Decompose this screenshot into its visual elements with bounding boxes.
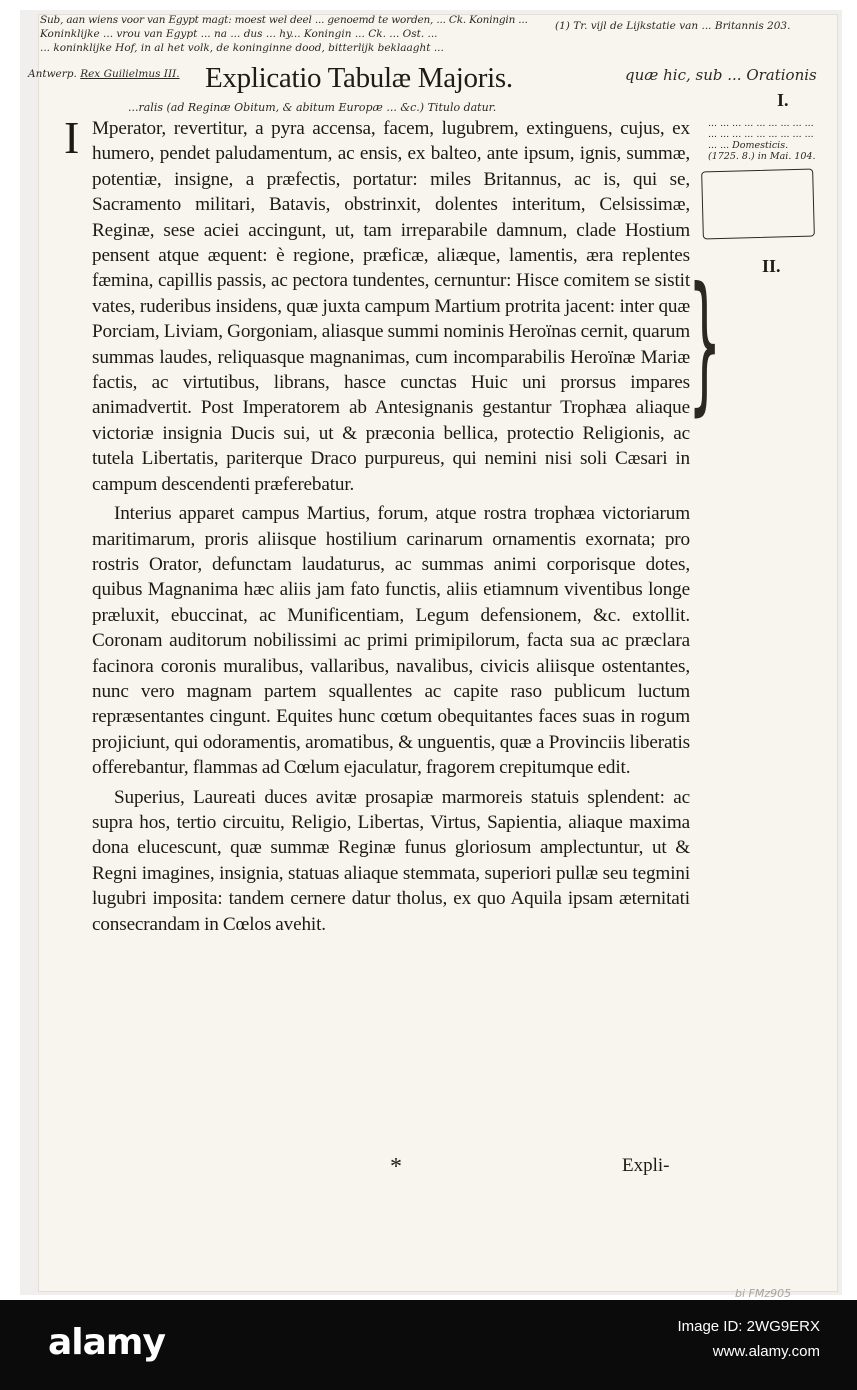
handwritten-rex-note [28,68,180,80]
handwritten-note-top-3: ... koninklijke Hof, in al het volk, de koninginne dood, bitterlijk beklaaght ... [40,42,444,54]
paragraph-3: Superius, Laureati duces avitæ prosapiæ marmoreis statuis splendent: ac supra hos, tertio circuitu, Religio, Libertas, Virtus, Sapientia, aliaque maxima dona elucescunt, quæ summæ Reginæ funus gloriosum amplectuntur, ut & Regni imagines, insignia, statuas aliaque stemmata, superiori pullæ seu tegmini lugubri imposita: tandem cernere datur tholus, ex quo Aquila ipsam æternitati consecrandam in Cœlos avehit. [92,786,690,935]
watermark-banner [0,1300,857,1390]
roman-numeral-one: I. [777,90,789,110]
handwritten-brace: } [688,256,722,430]
roman-numeral-two: II. [762,256,781,276]
margin-note-box [701,169,815,240]
rex-note-prefix: Antwerp. [28,68,81,80]
handwritten-title-note: ...ralis (ad Reginæ Obitum, & abitum Europæ ... &c.) Titulo datur. [128,101,497,114]
pencil-inventory-mark: bi FMz905 [735,1287,792,1300]
handwritten-margin-note: ... ... ... ... ... ... ... ... ... ... ... ... ... ... ... ... ... ... ... ... Domesticis. (1725. 8.) in Mai. 104. [708,118,816,162]
body-text [64,112,690,937]
rex-note-text: Rex Guilielmus III. [80,68,180,80]
paragraph-2: Interius apparet campus Martius, forum, atque rostra trophæa victoriarum maritimarum, proris aliisque hostilium carinarum ornamentis exornata; pro rostris Orator, defunctam laudaturus, ac summas animi corporisque dotes, quibus Magnanima hæc aliis jam fato functis, aliis etiamnum viventibus longe præluxit, ebuccinat, ac Munificentiam, Legum defensionem, &c. extollit. Coronam auditorum nobilissimi ac primi primipilorum, facta sua ac præclara facinora coronis muralibus, vallaribus, navalibus, civicis aliisque ostentantes, nunc vero magnam partem squallentes ac capite raso publicum luctum repræsentantes cingunt. Equites hunc cœtum obequitantes faces suas in rogum projiciunt, qui odoramentis, aromatibus, & unguentis, quæ a Provinciis liberatis offerebantur, flammas ad Cœlum ejaculatur, fragorem crepitumque edit. [92,503,690,779]
handwritten-note-top-1: Sub, aan wiens voor van Egypt magt: moest wel deel ... genoemd te worden, ... Ck. Koningin ... [40,14,528,26]
signature-mark: * [390,1154,402,1180]
watermark-url: www.alamy.com [712,1343,820,1360]
catchword: Expli- [622,1155,670,1176]
handwritten-title-tail: quæ hic, sub ... Orationis [625,66,817,84]
paragraph-1-text: Mperator, revertitur, a pyra accensa, facem, lugubrem, extinguens, cujus, ex humero, pendet paludamentum, ac ensis, ex balteo, ante ipsum, ignis, summæ, potentiæ, insigne, a præfectis, portatur: miles Britannus, ac is, qui se, Sacramento militari, Batavis, obstrinxit, dolentes interitum, Celsissimæ, Reginæ, sese aciei accingunt, ut, tam irreparabile damnum, clade Hostium pensent atque æquent: è regione, præficæ, aliæque, lamentis, æra replentes fæmina, capillis passis, ac pectora tundentes, cernuntur: Hisce comitem se sistit vates, ruderibus insidens, quæ juxta campum Martium protrita jacent: inter quæ Porciam, Liviam, Gorgoniam, aliasque summi nominis Heroïnas cernit, quarum summas laudes, reliquasque magnanimas, cum incomparabilis Heroïnæ Mariæ factis, ac virtutibus, librans, hasce cunctas Huic uni prorsus impares animadvertit. Post Imperatorem ab Antesignanis gestantur Trophæa aliaque victoriæ insignia Ducis sui, ut & præconia bellica, protectio Religionis, ac tutela Libertatis, pariterque Draco purpureus, qui nemini nisi soli Cæsari in campum descendenti præferebatur. [92,118,690,495]
alamy-logo: alamy [48,1322,165,1363]
page-title: Explicatio Tabulæ Majoris. [205,62,513,94]
handwritten-reference: (1) Tr. vijl de Lijkstatie van ... Britannis 203. [555,20,791,32]
handwritten-note-top-2: Koninklijke ... vrou van Egypt ... na ... dus ... hy... Koningin ... Ck. ... Ost. ... [40,28,438,40]
image-id: Image ID: 2WG9ERX [677,1318,820,1335]
watermark-info [520,1318,820,1360]
paragraph-1 [64,112,690,497]
drop-cap: I [64,112,80,163]
